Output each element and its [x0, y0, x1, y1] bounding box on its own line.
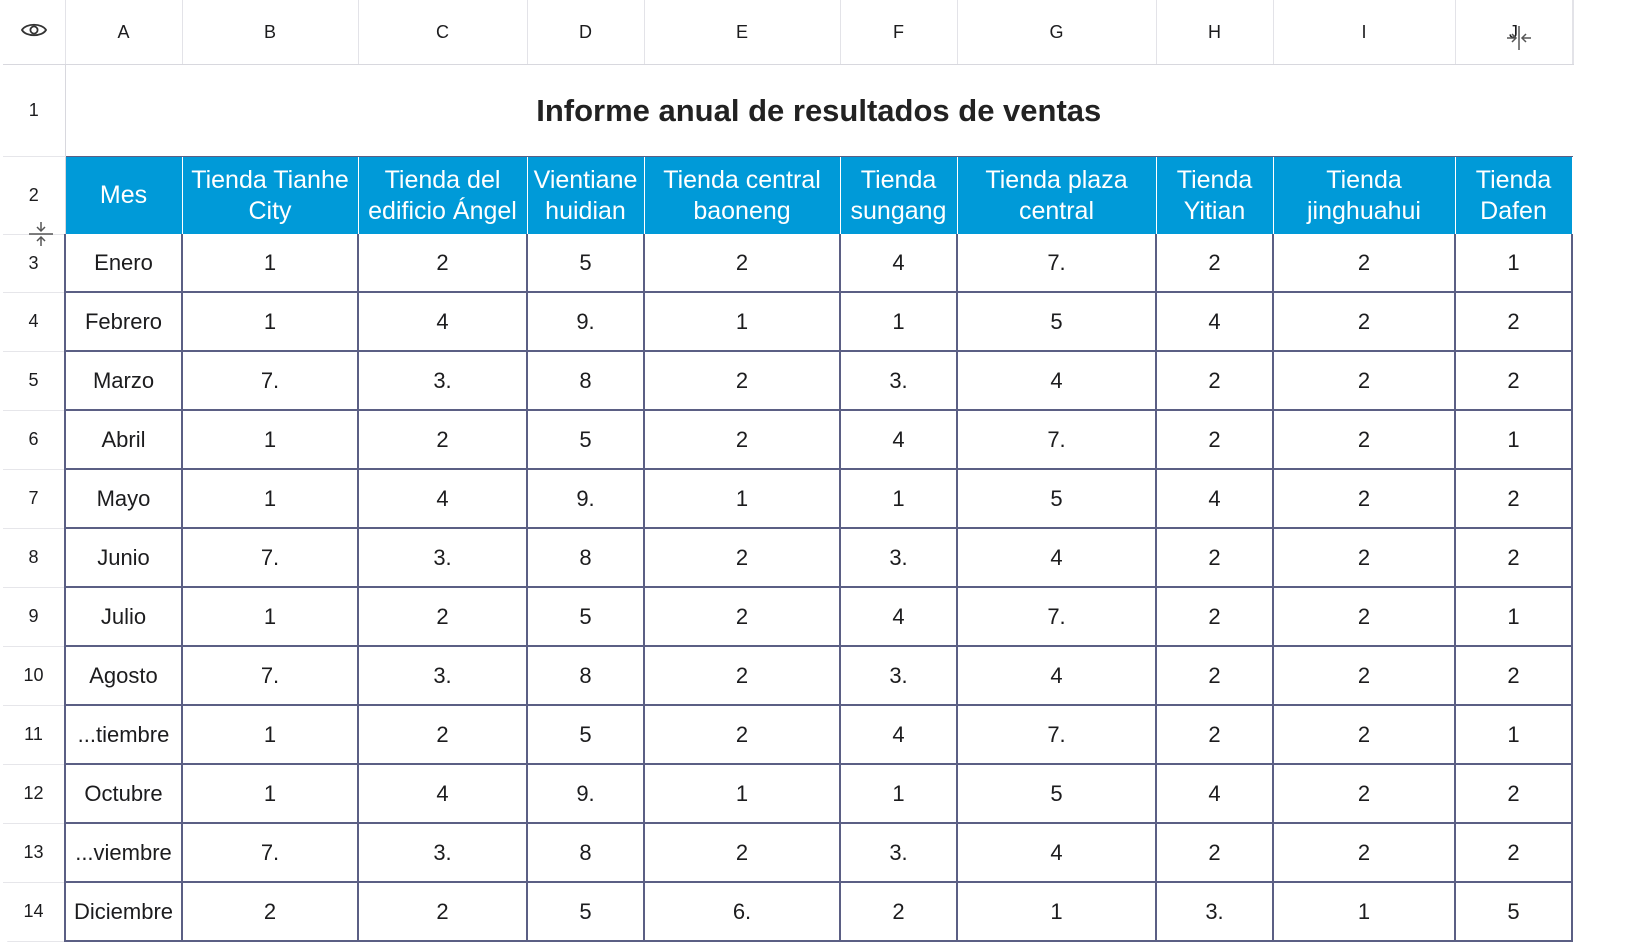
month-cell[interactable]: ...viembre: [65, 823, 182, 882]
spreadsheet-grid: [3, 0, 1574, 942]
table-row: [3, 587, 1573, 646]
value-cell[interactable]: 4: [1156, 469, 1273, 528]
column-header-blank[interactable]: [1572, 0, 1573, 65]
value-cell[interactable]: 2: [1156, 823, 1273, 882]
value-cell[interactable]: 4: [957, 528, 1156, 587]
value-cell[interactable]: 2: [1273, 646, 1455, 705]
blank-cell[interactable]: [1572, 764, 1573, 823]
header-cell-line: Tienda Tianhe: [191, 165, 349, 194]
blank-cell[interactable]: [1572, 587, 1573, 646]
header-cell-line: edificio Ángel: [368, 196, 517, 225]
blank-cell[interactable]: [1572, 292, 1573, 351]
table-row: [3, 705, 1573, 764]
value-cell[interactable]: 7.: [182, 646, 358, 705]
value-cell[interactable]: 7.: [957, 234, 1156, 292]
value-cell[interactable]: 3.: [358, 823, 527, 882]
month-cell[interactable]: Mayo: [65, 469, 182, 528]
value-cell[interactable]: 3.: [358, 646, 527, 705]
value-cell[interactable]: 3.: [358, 351, 527, 410]
blank-cell[interactable]: [1572, 234, 1573, 292]
value-cell[interactable]: 4: [1156, 764, 1273, 823]
header-cell-line: Tienda: [1326, 165, 1402, 194]
row-header[interactable]: 2: [3, 157, 65, 235]
value-cell[interactable]: 2: [1156, 705, 1273, 764]
value-cell[interactable]: 8: [527, 528, 644, 587]
value-cell[interactable]: 1: [1455, 234, 1572, 292]
value-cell[interactable]: 2: [1156, 528, 1273, 587]
value-cell[interactable]: 4: [840, 705, 957, 764]
value-cell[interactable]: 4: [840, 410, 957, 469]
value-cell[interactable]: 9.: [527, 292, 644, 351]
value-cell[interactable]: 2: [358, 587, 527, 646]
value-cell[interactable]: 5: [957, 764, 1156, 823]
value-cell[interactable]: 1: [957, 882, 1156, 941]
value-cell[interactable]: 3.: [1156, 882, 1273, 941]
value-cell[interactable]: 7.: [957, 410, 1156, 469]
report-title[interactable]: Informe anual de resultados de ventas: [65, 65, 1572, 157]
row-header[interactable]: 7: [3, 469, 65, 528]
value-cell[interactable]: 1: [644, 292, 840, 351]
column-header-j[interactable]: J: [1455, 0, 1572, 65]
value-cell[interactable]: 3.: [840, 646, 957, 705]
value-cell[interactable]: 7.: [957, 705, 1156, 764]
table-row: [3, 823, 1573, 882]
value-cell[interactable]: 1: [182, 410, 358, 469]
value-cell[interactable]: 3.: [840, 528, 957, 587]
header-cell[interactable]: [358, 157, 527, 235]
value-cell[interactable]: 4: [840, 587, 957, 646]
row-header[interactable]: 13: [3, 823, 65, 882]
value-cell[interactable]: 1: [1455, 410, 1572, 469]
value-cell[interactable]: 2: [644, 705, 840, 764]
column-header-h[interactable]: H: [1156, 0, 1273, 65]
row-header[interactable]: 11: [3, 705, 65, 764]
blank-cell[interactable]: [1572, 410, 1573, 469]
value-cell[interactable]: 3.: [358, 528, 527, 587]
corner-cell[interactable]: [3, 0, 65, 65]
value-cell[interactable]: 3.: [840, 351, 957, 410]
value-cell[interactable]: 6.: [644, 882, 840, 941]
value-cell[interactable]: 2: [644, 410, 840, 469]
row-header[interactable]: 3: [3, 234, 65, 292]
blank-cell[interactable]: [1572, 157, 1573, 235]
header-cell-line: Yitian: [1183, 196, 1246, 225]
value-cell[interactable]: 5: [957, 469, 1156, 528]
month-cell[interactable]: Diciembre: [65, 882, 182, 941]
spreadsheet-sheet: [3, 0, 1637, 948]
table-row: [3, 528, 1573, 587]
value-cell[interactable]: 1: [182, 292, 358, 351]
value-cell[interactable]: 5: [527, 705, 644, 764]
value-cell[interactable]: 8: [527, 351, 644, 410]
value-cell[interactable]: 7.: [182, 823, 358, 882]
value-cell[interactable]: 3.: [840, 823, 957, 882]
header-cell-line: City: [248, 196, 292, 225]
header-cell-line: Mes: [99, 181, 148, 209]
value-cell[interactable]: 2: [358, 410, 527, 469]
value-cell[interactable]: 2: [1273, 410, 1455, 469]
value-cell[interactable]: 7.: [182, 528, 358, 587]
header-cell-line: Tienda: [1475, 165, 1552, 194]
value-cell[interactable]: 5: [527, 410, 644, 469]
value-cell[interactable]: 2: [1273, 764, 1455, 823]
row-header[interactable]: 9: [3, 587, 65, 646]
header-cell[interactable]: [644, 157, 840, 235]
spreadsheet-frame: [3, 0, 1637, 948]
month-cell[interactable]: Agosto: [65, 646, 182, 705]
value-cell[interactable]: 1: [182, 469, 358, 528]
header-cell[interactable]: [840, 157, 957, 235]
value-cell[interactable]: 7.: [182, 351, 358, 410]
value-cell[interactable]: 2: [1156, 646, 1273, 705]
month-cell[interactable]: Abril: [65, 410, 182, 469]
value-cell[interactable]: 2: [1455, 351, 1572, 410]
value-cell[interactable]: 1: [182, 234, 358, 292]
column-resize-icon[interactable]: [1505, 24, 1533, 52]
value-cell[interactable]: 2: [1455, 292, 1572, 351]
table-row: [3, 234, 1573, 292]
header-cell-line: Tienda central: [663, 165, 821, 194]
blank-cell[interactable]: [1572, 469, 1573, 528]
blank-cell[interactable]: [1572, 823, 1573, 882]
value-cell[interactable]: 2: [358, 882, 527, 941]
header-cell[interactable]: [1156, 157, 1273, 235]
value-cell[interactable]: 2: [1273, 351, 1455, 410]
blank-cell[interactable]: [1572, 882, 1573, 941]
value-cell[interactable]: 1: [840, 292, 957, 351]
value-cell[interactable]: 2: [1455, 528, 1572, 587]
value-cell[interactable]: 2: [1156, 351, 1273, 410]
value-cell[interactable]: 2: [1156, 234, 1273, 292]
value-cell[interactable]: 1: [1273, 882, 1455, 941]
header-cell-line: Tienda: [860, 165, 937, 194]
value-cell[interactable]: 4: [957, 646, 1156, 705]
value-cell[interactable]: 4: [957, 351, 1156, 410]
value-cell[interactable]: 1: [182, 764, 358, 823]
value-cell[interactable]: 1: [644, 764, 840, 823]
table-row: [3, 646, 1573, 705]
header-cell[interactable]: [65, 157, 182, 235]
value-cell[interactable]: 2: [1273, 292, 1455, 351]
row-header[interactable]: 6: [3, 410, 65, 469]
eye-icon[interactable]: [21, 21, 47, 39]
value-cell[interactable]: 1: [840, 469, 957, 528]
value-cell[interactable]: 2: [1273, 823, 1455, 882]
value-cell[interactable]: 2: [1455, 764, 1572, 823]
value-cell[interactable]: 2: [1455, 646, 1572, 705]
value-cell[interactable]: 1: [182, 587, 358, 646]
column-header-f[interactable]: F: [840, 0, 957, 65]
column-header-d[interactable]: D: [527, 0, 644, 65]
column-header-row: [3, 0, 1573, 65]
table-row: [3, 469, 1573, 528]
column-header-b[interactable]: B: [182, 0, 358, 65]
header-cell-line: Tienda del: [384, 165, 501, 194]
value-cell[interactable]: 4: [1156, 292, 1273, 351]
column-header-i[interactable]: I: [1273, 0, 1455, 65]
value-cell[interactable]: 1: [840, 764, 957, 823]
month-cell[interactable]: Febrero: [65, 292, 182, 351]
blank-cell[interactable]: [1572, 646, 1573, 705]
table-row: [3, 764, 1573, 823]
value-cell[interactable]: 2: [1273, 705, 1455, 764]
value-cell[interactable]: 4: [358, 764, 527, 823]
value-cell[interactable]: 2: [644, 646, 840, 705]
month-cell[interactable]: Octubre: [65, 764, 182, 823]
header-cell[interactable]: [1455, 157, 1572, 235]
row-header[interactable]: 1: [3, 65, 65, 157]
header-cell[interactable]: [957, 157, 1156, 235]
value-cell[interactable]: 1: [1455, 587, 1572, 646]
value-cell[interactable]: 4: [840, 234, 957, 292]
table-header-row: [3, 157, 1573, 235]
value-cell[interactable]: 2: [358, 705, 527, 764]
header-cell-line: central: [1018, 196, 1095, 225]
row-header[interactable]: 5: [3, 351, 65, 410]
header-cell[interactable]: [527, 157, 644, 235]
value-cell[interactable]: 4: [957, 823, 1156, 882]
header-cell-line: huidian: [545, 196, 626, 225]
column-header-a[interactable]: A: [65, 0, 182, 65]
value-cell[interactable]: 2: [644, 234, 840, 292]
value-cell[interactable]: 2: [1273, 587, 1455, 646]
header-cell[interactable]: [1273, 157, 1455, 235]
value-cell[interactable]: 2: [1156, 587, 1273, 646]
column-header-g[interactable]: G: [957, 0, 1156, 65]
header-cell-line: sungang: [850, 196, 947, 225]
month-cell[interactable]: Enero: [65, 234, 182, 292]
value-cell[interactable]: 1: [644, 469, 840, 528]
value-cell[interactable]: 2: [644, 351, 840, 410]
value-cell[interactable]: 2: [358, 234, 527, 292]
value-cell[interactable]: 2: [644, 823, 840, 882]
row-header[interactable]: 4: [3, 292, 65, 351]
header-cell[interactable]: [182, 157, 358, 235]
header-cell-line: Vientiane: [533, 165, 638, 194]
value-cell[interactable]: 7.: [957, 587, 1156, 646]
header-cell-line: jinghuahui: [1307, 196, 1421, 225]
column-header-c[interactable]: C: [358, 0, 527, 65]
month-cell[interactable]: Marzo: [65, 351, 182, 410]
value-cell[interactable]: 4: [358, 469, 527, 528]
table-row: [3, 292, 1573, 351]
month-cell[interactable]: Julio: [65, 587, 182, 646]
value-cell[interactable]: 5: [527, 234, 644, 292]
value-cell[interactable]: 2: [1273, 528, 1455, 587]
value-cell[interactable]: 5: [527, 587, 644, 646]
table-row: [3, 882, 1573, 941]
column-header-e[interactable]: E: [644, 0, 840, 65]
header-cell-line: Tienda: [1176, 165, 1253, 194]
value-cell[interactable]: 4: [358, 292, 527, 351]
value-cell[interactable]: 2: [182, 882, 358, 941]
value-cell[interactable]: 1: [1455, 705, 1572, 764]
value-cell[interactable]: 2: [1455, 823, 1572, 882]
blank-cell[interactable]: [1572, 528, 1573, 587]
value-cell[interactable]: 9.: [527, 764, 644, 823]
row-resize-icon[interactable]: [27, 220, 55, 248]
header-cell-line: baoneng: [693, 196, 791, 225]
value-cell[interactable]: 5: [527, 882, 644, 941]
header-cell-line: Dafen: [1480, 196, 1547, 225]
value-cell[interactable]: 8: [527, 823, 644, 882]
value-cell[interactable]: 2: [1455, 469, 1572, 528]
month-cell[interactable]: Junio: [65, 528, 182, 587]
value-cell[interactable]: 1: [182, 705, 358, 764]
value-cell[interactable]: 2: [644, 587, 840, 646]
header-cell-line: Tienda plaza: [985, 165, 1128, 194]
row-header[interactable]: 10: [3, 646, 65, 705]
row-header[interactable]: 8: [3, 528, 65, 587]
value-cell[interactable]: 2: [1273, 234, 1455, 292]
title-row: [3, 65, 1573, 157]
blank-cell[interactable]: [1572, 705, 1573, 764]
value-cell[interactable]: 5: [957, 292, 1156, 351]
blank-cell[interactable]: [1572, 351, 1573, 410]
value-cell[interactable]: 2: [644, 528, 840, 587]
value-cell[interactable]: 2: [840, 882, 957, 941]
value-cell[interactable]: 8: [527, 646, 644, 705]
row-header[interactable]: 12: [3, 764, 65, 823]
month-cell[interactable]: ...tiembre: [65, 705, 182, 764]
table-row: [3, 351, 1573, 410]
value-cell[interactable]: 5: [1455, 882, 1572, 941]
value-cell[interactable]: 9.: [527, 469, 644, 528]
value-cell[interactable]: 2: [1156, 410, 1273, 469]
table-row: [3, 410, 1573, 469]
value-cell[interactable]: 2: [1273, 469, 1455, 528]
row-header[interactable]: 14: [3, 882, 65, 941]
